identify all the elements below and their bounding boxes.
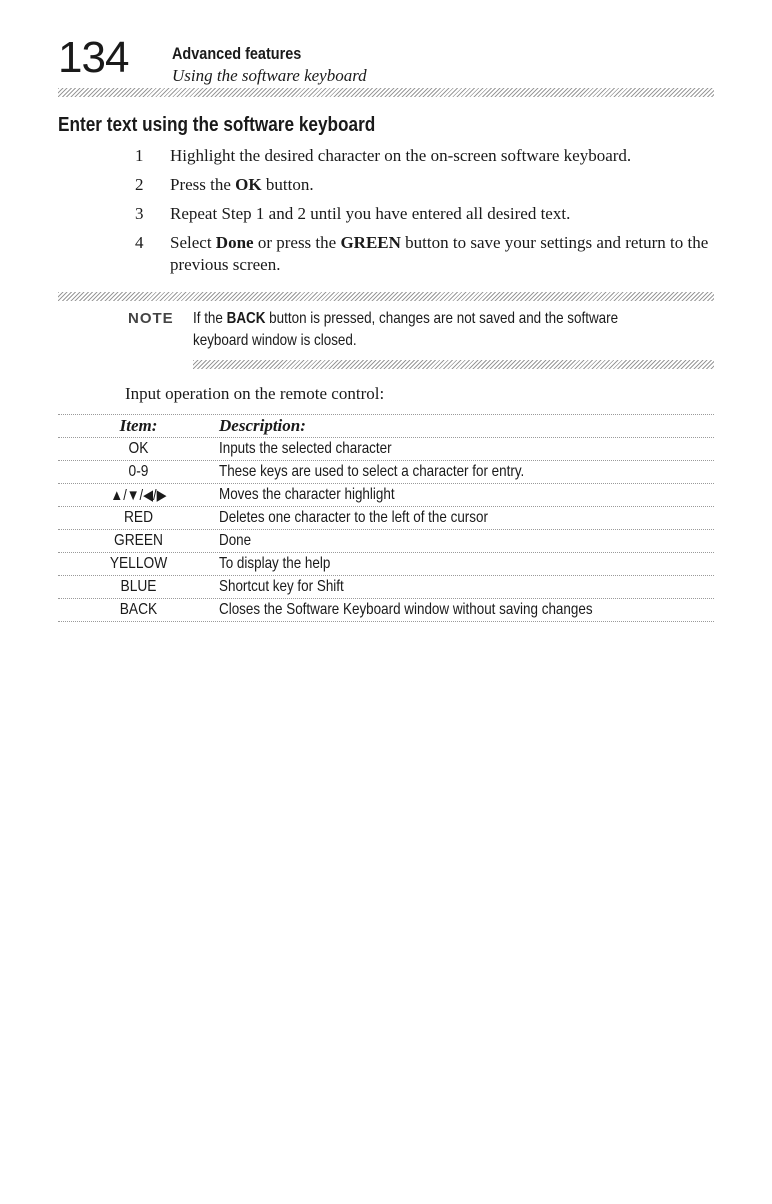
note-label: NOTE [128, 310, 174, 327]
note-top-rule [58, 292, 714, 301]
note-text: If the BACK button is pressed, changes are not saved and the software keyboard window is closed. [193, 310, 619, 349]
table-row [58, 530, 714, 553]
description-cell: To display the help [219, 555, 331, 572]
step-item [135, 145, 735, 167]
table-row [58, 461, 714, 484]
step-number: 2 [135, 175, 144, 194]
description-cell: Inputs the selected character [219, 440, 392, 457]
step-list [135, 145, 735, 283]
section-heading: Enter text using the software keyboard [58, 114, 376, 136]
header-rule [58, 88, 714, 97]
table-row [58, 507, 714, 530]
description-cell: Done [219, 532, 252, 549]
section-title: Using the software keyboard [172, 66, 367, 85]
step-number: 4 [135, 233, 144, 252]
chapter-title: Advanced features [172, 44, 302, 63]
item-column-header: Item: [119, 416, 158, 435]
remote-control-table [58, 414, 714, 622]
description-cell: Shortcut key for Shift [219, 578, 344, 595]
page-number: 134 [58, 33, 129, 82]
table-row [58, 599, 714, 622]
description-cell: These keys are used to select a character for entry. [219, 463, 525, 480]
item-cell: 0-9 [128, 463, 149, 480]
note-bottom-rule [193, 360, 714, 369]
item-cell: BACK [119, 601, 158, 618]
step-item [135, 174, 735, 196]
table-intro: Input operation on the remote control: [125, 384, 385, 403]
step-number: 3 [135, 204, 144, 223]
table-row [58, 576, 714, 599]
step-text: Highlight the desired character on the on-screen software keyboard. [170, 146, 632, 165]
step-text: Select Done or press the GREEN button to save your settings and return to the previous screen. [170, 233, 709, 274]
step-item [135, 203, 735, 225]
step-text: Press the OK button. [170, 175, 314, 194]
table-row [58, 438, 714, 461]
description-cell: Moves the character highlight [219, 486, 395, 503]
description-cell: Closes the Software Keyboard window without saving changes [219, 601, 593, 618]
table-header-row [58, 414, 714, 438]
table-row [58, 484, 714, 507]
description-cell: Deletes one character to the left of the cursor [219, 509, 488, 526]
table-row [58, 553, 714, 576]
item-cell: RED [123, 509, 154, 526]
step-item [135, 232, 735, 276]
item-cell: GREEN [114, 532, 163, 549]
description-column-header: Description: [219, 416, 306, 435]
item-cell: YELLOW [109, 555, 168, 572]
step-text: Repeat Step 1 and 2 until you have entered all desired text. [170, 204, 571, 223]
item-cell: BLUE [120, 578, 157, 595]
item-cell: OK [128, 440, 149, 457]
step-number: 1 [135, 146, 144, 165]
arrow-keys-icon: ▲/▼/◀/▶ [110, 487, 167, 504]
